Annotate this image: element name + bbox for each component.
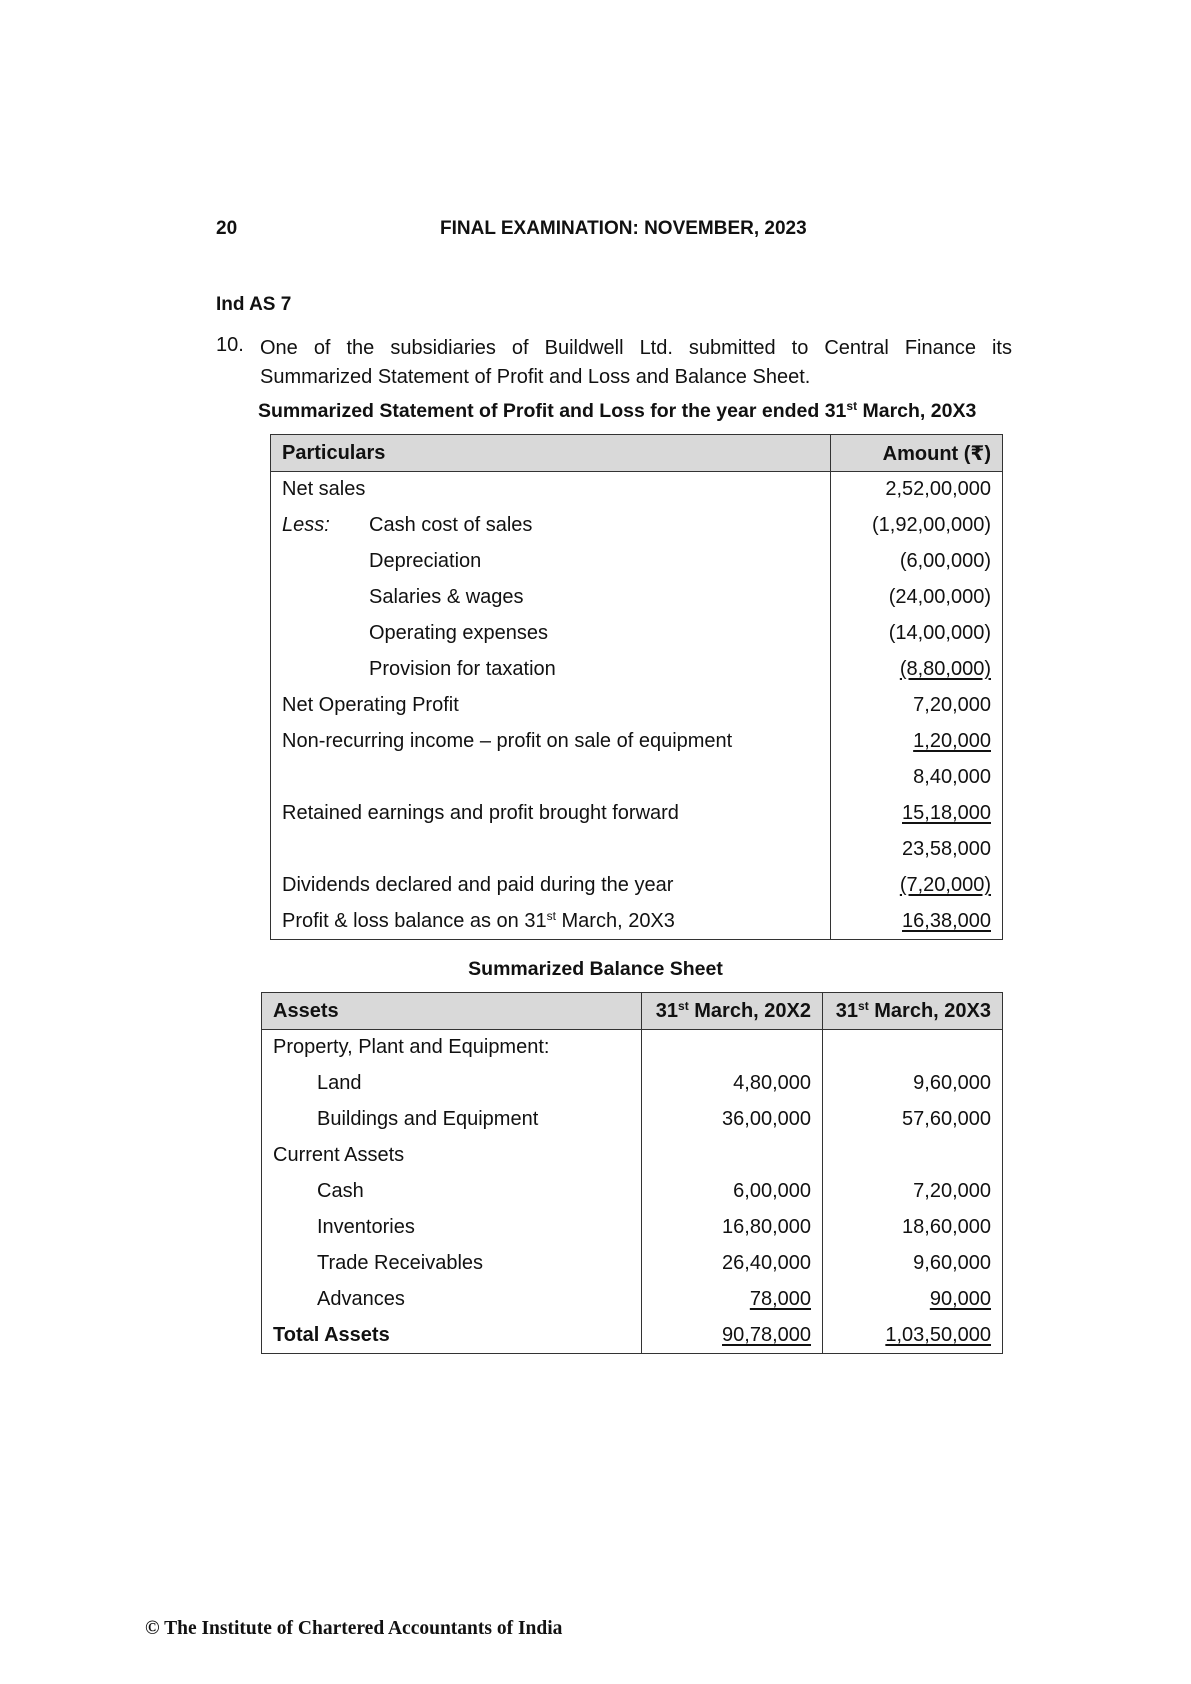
table-row <box>271 868 1003 904</box>
table-row <box>271 760 1003 796</box>
row-label: Advances <box>262 1282 642 1318</box>
value-20x3: 9,60,000 <box>823 1066 1003 1102</box>
value-20x2: 90,78,000 <box>642 1318 823 1354</box>
table-row <box>271 904 1003 940</box>
value-20x3: 18,60,000 <box>823 1210 1003 1246</box>
question-text: One of the subsidiaries of Buildwell Ltd. submitted to Central Finance its Summarized Statement of Profit and Loss and Balance Sheet. <box>260 337 1012 388</box>
page-number: 20 <box>216 218 238 239</box>
table-header-row <box>262 993 1003 1030</box>
table-row <box>271 544 1003 580</box>
row-label: Current Assets <box>262 1138 642 1174</box>
row-amount: 16,38,000 <box>902 909 991 932</box>
table-row <box>271 616 1003 652</box>
row-label: Land <box>262 1066 642 1102</box>
table-row <box>271 796 1003 832</box>
exam-title: FINAL EXAMINATION: NOVEMBER, 2023 <box>440 218 807 239</box>
table-row <box>262 1174 1003 1210</box>
question-number: 10. <box>216 334 244 356</box>
table-row <box>271 472 1003 508</box>
value-20x3: 1,03,50,000 <box>823 1318 1003 1354</box>
profit-loss-table <box>270 434 1003 940</box>
row-label: Total Assets <box>262 1318 642 1354</box>
value-20x2: 36,00,000 <box>642 1102 823 1138</box>
value-20x3: 57,60,000 <box>823 1102 1003 1138</box>
row-label: Salaries & wages <box>271 580 831 616</box>
row-amount: 23,58,000 <box>902 838 991 860</box>
value-20x3: 9,60,000 <box>823 1246 1003 1282</box>
row-label: Profit & loss balance as on 31st March, 20X3 <box>271 904 831 940</box>
row-label <box>271 760 831 796</box>
table-row-total <box>262 1318 1003 1354</box>
table-row <box>262 1138 1003 1174</box>
row-label: Provision for taxation <box>271 652 831 688</box>
row-label: Cash <box>262 1174 642 1210</box>
table-row <box>271 580 1003 616</box>
value-20x2: 16,80,000 <box>642 1210 823 1246</box>
balance-sheet-table <box>261 992 1003 1354</box>
row-label: Net sales <box>271 472 831 508</box>
row-label: Less: Cash cost of sales <box>271 508 831 544</box>
column-header-amount: Amount (₹) <box>831 435 1003 472</box>
row-label: Inventories <box>262 1210 642 1246</box>
table-row <box>262 1282 1003 1318</box>
table-row <box>271 652 1003 688</box>
row-amount: (7,20,000) <box>899 874 991 896</box>
row-label: Retained earnings and profit brought forward <box>271 796 831 832</box>
section-title: Ind AS 7 <box>216 294 292 315</box>
value-20x2: 4,80,000 <box>642 1066 823 1102</box>
pl-heading: Summarized Statement of Profit and Loss for the year ended 31st March, 20X3 <box>258 399 977 422</box>
row-label: Non-recurring income – profit on sale of equipment <box>271 724 831 760</box>
row-amount: 1,20,000 <box>913 730 991 752</box>
row-label: Trade Receivables <box>262 1246 642 1282</box>
table-row <box>262 1210 1003 1246</box>
row-amount: 7,20,000 <box>913 694 991 716</box>
table-row <box>271 688 1003 724</box>
row-amount: (14,00,000) <box>888 622 991 644</box>
value-20x2: 78,000 <box>642 1282 823 1318</box>
value-20x3: 90,000 <box>823 1282 1003 1318</box>
row-amount: (1,92,00,000) <box>872 514 991 536</box>
row-amount: (8,80,000) <box>899 658 991 680</box>
table-row <box>262 1066 1003 1102</box>
table-row <box>271 832 1003 868</box>
table-row <box>262 1102 1003 1138</box>
value-20x3: 7,20,000 <box>823 1174 1003 1210</box>
footer-copyright: © The Institute of Chartered Accountants of India <box>145 1618 563 1639</box>
table-row <box>271 724 1003 760</box>
row-amount: 2,52,00,000 <box>885 478 991 501</box>
table-row <box>262 1030 1003 1066</box>
value-20x2: 26,40,000 <box>642 1246 823 1282</box>
table-row <box>262 1246 1003 1282</box>
column-header-20x2: 31st March, 20X2 <box>642 993 823 1030</box>
balance-sheet-heading: Summarized Balance Sheet <box>468 958 723 980</box>
row-label: Property, Plant and Equipment: <box>262 1030 642 1066</box>
row-label: Buildings and Equipment <box>262 1102 642 1138</box>
table-row <box>271 508 1003 544</box>
row-amount: (24,00,000) <box>888 586 991 608</box>
table-header-row <box>271 435 1003 472</box>
row-label: Net Operating Profit <box>271 688 831 724</box>
row-amount: 15,18,000 <box>902 802 991 824</box>
column-header-20x3: 31st March, 20X3 <box>823 993 1003 1030</box>
value-20x2: 6,00,000 <box>642 1174 823 1210</box>
column-header-particulars: Particulars <box>271 435 831 472</box>
row-amount: (6,00,000) <box>899 550 991 572</box>
column-header-assets: Assets <box>262 993 642 1030</box>
row-label <box>271 832 831 868</box>
row-label: Depreciation <box>271 544 831 580</box>
less-label: Less: <box>282 514 330 536</box>
row-label: Dividends declared and paid during the year <box>271 868 831 904</box>
row-amount: 8,40,000 <box>913 766 991 788</box>
row-label: Operating expenses <box>271 616 831 652</box>
